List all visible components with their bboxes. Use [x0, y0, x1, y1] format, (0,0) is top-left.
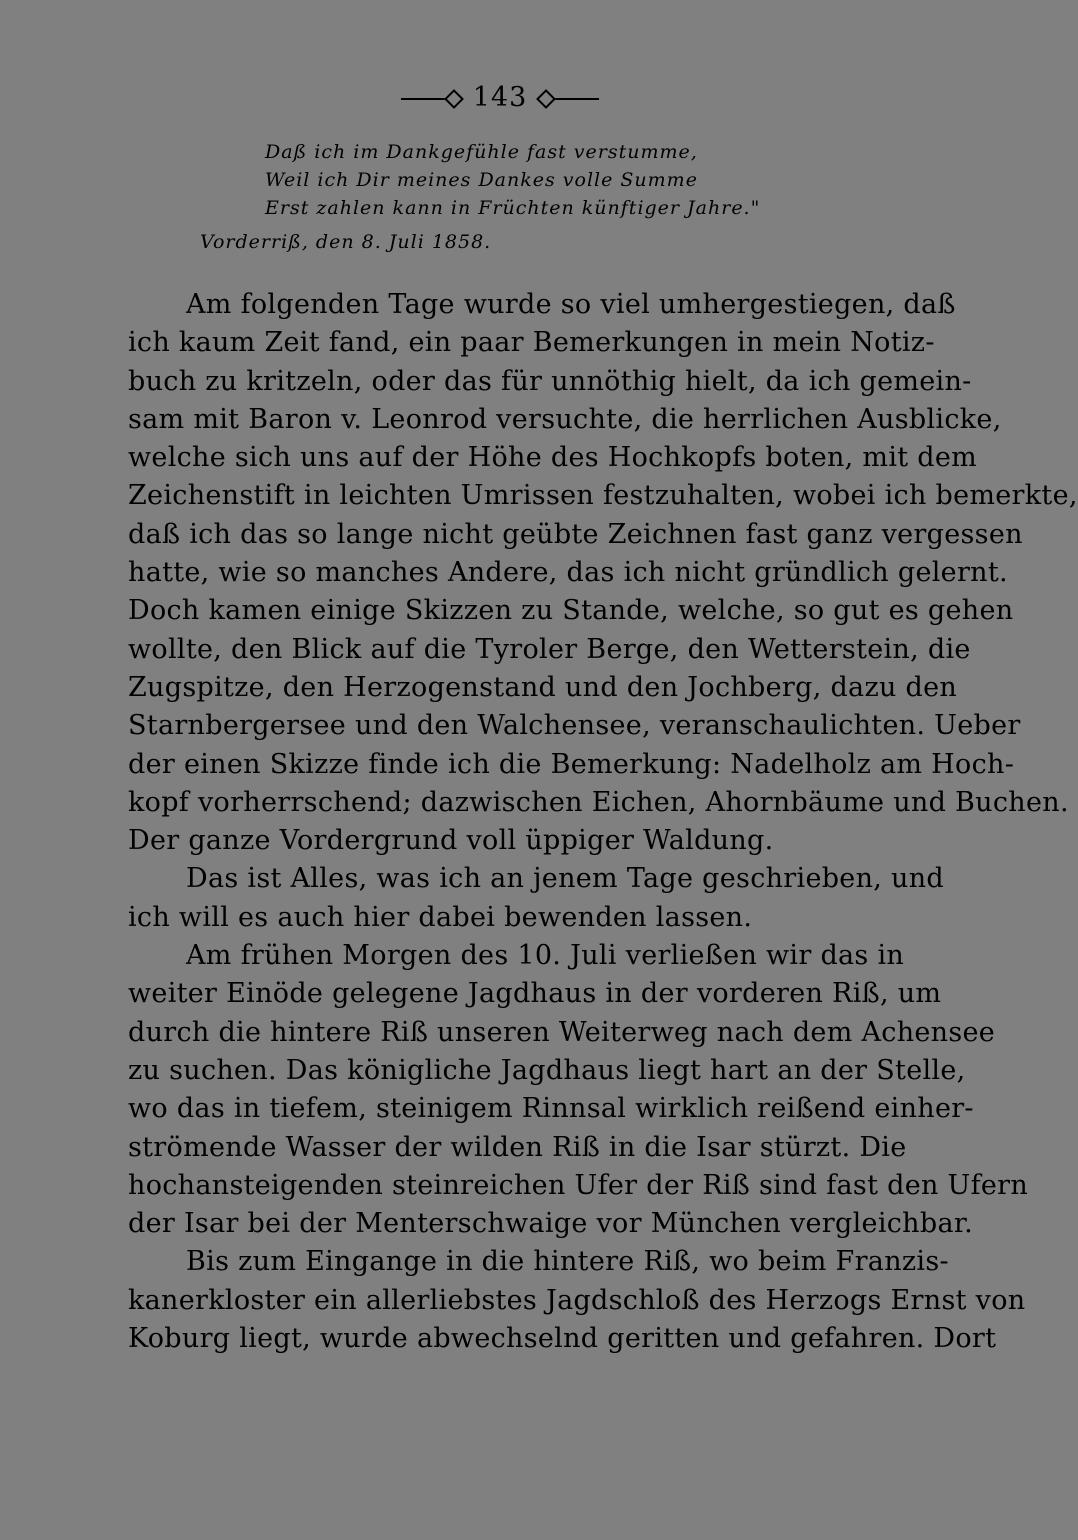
header-ornament-left: [401, 98, 453, 100]
text-line: Bis zum Eingange in die hintere Riß, wo beim Franzis-: [186, 1246, 949, 1278]
text-line: durch die hintere Riß unseren Weiterweg nach dem Achensee: [128, 1016, 996, 1048]
text-line: Der ganze Vordergrund voll üppiger Waldung.: [128, 825, 774, 857]
page-header: [0, 78, 1000, 118]
dateline: Vorderriß, den 8. Juli 1858.: [200, 231, 492, 253]
text-line: Starnbergersee und den Walchensee, veranschaulichten. Ueber: [128, 710, 1021, 742]
text-line: der Isar bei der Menterschwaige vor München vergleichbar.: [128, 1208, 973, 1240]
text-line: kanerkloster ein allerliebstes Jagdschloß des Herzogs Ernst von: [128, 1284, 1026, 1316]
verse-line: Weil ich Dir meines Dankes volle Summe: [265, 169, 698, 191]
text-line: der einen Skizze finde ich die Bemerkung: Nadelholz am Hoch-: [128, 748, 1015, 780]
text-line: weiter Einöde gelegene Jagdhaus in der vorderen Riß, um: [128, 978, 942, 1010]
text-line: wollte, den Blick auf die Tyroler Berge, den Wetterstein, die: [128, 633, 971, 665]
page-number: 143: [472, 82, 528, 113]
text-line: buch zu kritzeln, oder das für unnöthig hielt, da ich gemein-: [128, 365, 972, 397]
text-line: Doch kamen einige Skizzen zu Stande, welche, so gut es gehen: [128, 595, 1014, 627]
text-line: Koburg liegt, wurde abwechselnd geritten und gefahren. Dort: [128, 1323, 997, 1355]
text-line: sam mit Baron v. Leonrod versuchte, die herrlichen Ausblicke,: [128, 403, 1002, 435]
text-line: Am folgenden Tage wurde so viel umhergestiegen, daß: [186, 289, 956, 320]
text-line: Das ist Alles, was ich an jenem Tage geschrieben, und: [186, 863, 945, 895]
text-line: Am frühen Morgen des 10. Juli verließen wir das in: [186, 940, 905, 972]
text-line: strömende Wasser der wilden Riß in die Isar stürzt. Die: [128, 1131, 907, 1163]
header-ornament-right: [547, 98, 599, 100]
text-line: welche sich uns auf der Höhe des Hochkopfs boten, mit dem: [128, 442, 978, 474]
text-line: Zugspitze, den Herzogenstand und den Jochberg, dazu den: [128, 671, 958, 703]
text-line: Zeichenstift in leichten Umrissen festzuhalten, wobei ich bemerkte,: [128, 480, 1078, 512]
body-text: [128, 286, 1078, 1358]
text-line: daß ich das so lange nicht geübte Zeichnen fast ganz vergessen: [128, 518, 1023, 550]
text-line: ich kaum Zeit fand, ein paar Bemerkungen in mein Notiz-: [128, 327, 935, 359]
text-line: ich will es auch hier dabei bewenden lassen.: [128, 901, 753, 933]
verse-line: Erst zahlen kann in Früchten künftiger Jahre.": [265, 197, 761, 219]
text-line: zu suchen. Das königliche Jagdhaus liegt hart an der Stelle,: [128, 1054, 966, 1086]
text-line: hochansteigenden steinreichen Ufer der Riß sind fast den Ufern: [128, 1169, 1029, 1201]
verse-line: Daß ich im Dankgefühle fast verstumme,: [265, 141, 698, 163]
text-line: wo das in tiefem, steinigem Rinnsal wirklich reißend einher-: [128, 1093, 974, 1125]
text-line: hatte, wie so manches Andere, das ich nicht gründlich gelernt.: [128, 557, 1008, 589]
text-line: kopf vorherrschend; dazwischen Eichen, Ahornbäume und Buchen.: [128, 786, 1069, 818]
verse-quote: [265, 138, 785, 222]
